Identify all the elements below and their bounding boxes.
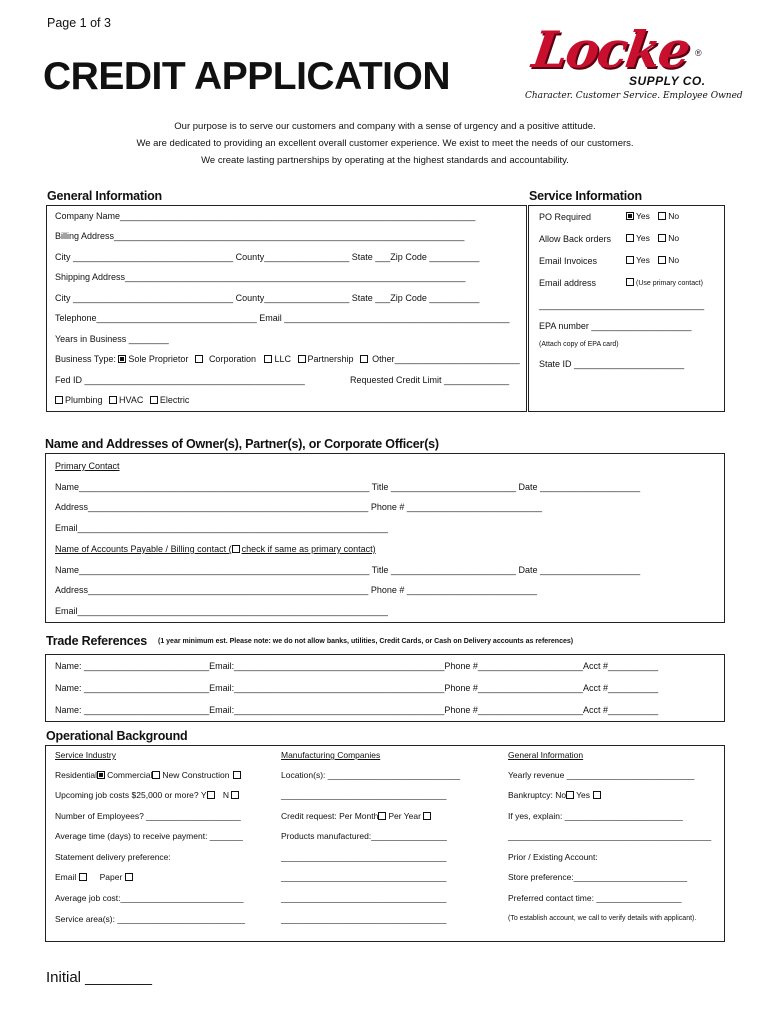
use-primary-checkbox[interactable] [626,278,634,286]
residential-row [55,770,243,780]
ap-contact-label-text: Name of Accounts Payable / Billing contact ( [55,544,232,554]
upcoming-no-checkbox[interactable] [231,791,239,799]
email-address-label: Email address [539,278,597,288]
prior-account-label: Prior / Existing Account: [508,852,598,862]
fed-id-field[interactable]: Fed ID ____________________________________________ [55,375,305,385]
upcoming-row [55,790,241,800]
service-industry-heading: Service Industry [55,750,116,760]
ap-name-field[interactable]: Name__________________________________________________________ Title _________________________ Date ____________________ [55,565,641,575]
backorders-yes-checkbox[interactable] [626,234,634,242]
trade-row [55,395,189,405]
commercial-label: Commercial [107,770,153,780]
employees-field[interactable]: Number of Employees? ____________________ [55,811,241,821]
per-month-checkbox[interactable] [378,812,386,820]
upcoming-label: Upcoming job costs $25,000 or more? Y [55,790,207,800]
po-yes-label: Yes [636,211,650,221]
partnership-label: Partnership [307,354,354,364]
residential-label: Residential [55,770,98,780]
statement-paper-checkbox[interactable] [125,873,133,881]
logo-tagline: Character. Customer Service. Employee Owned [525,91,743,101]
commercial-checkbox[interactable] [152,771,160,779]
statement-email-checkbox[interactable] [79,873,87,881]
epa-note: (Attach copy of EPA card) [539,341,619,348]
page-label: Page 1 of 3 [47,16,111,30]
primary-address-field[interactable]: Address________________________________________________________ Phone # ___________________________ [55,502,542,512]
explain-field-2[interactable]: ___________________________________________ [508,831,712,841]
po-no-checkbox[interactable] [658,212,666,220]
epa-number-field[interactable]: EPA number ____________________ [539,321,692,331]
electric-label: Electric [159,395,190,405]
intro-line-3: We create lasting partnerships by operating at the highest standards and accountability. [201,155,569,166]
corporation-checkbox[interactable] [195,355,203,363]
bankruptcy-yes-label: Yes [576,790,590,800]
per-year-checkbox[interactable] [423,812,431,820]
sole-proprietor-label: Sole Proprietor [128,354,189,364]
products-field-2[interactable]: ___________________________________ [281,852,447,862]
electric-checkbox[interactable] [150,396,158,404]
company-name-field[interactable]: Company Name_______________________________________________________________________ [55,211,476,221]
new-construction-label: New Construction [162,770,230,780]
use-primary-option [626,278,703,287]
products-field-4[interactable]: ___________________________________ [281,893,447,903]
avg-job-cost-field[interactable]: Average job cost:__________________________ [55,893,244,903]
initial-field[interactable]: Initial ________ [46,969,152,986]
backorders-no-checkbox[interactable] [658,234,666,242]
bankruptcy-no-label: Bankruptcy: No [508,790,567,800]
partnership-checkbox[interactable] [298,355,306,363]
credit-limit-field[interactable]: Requested Credit Limit _____________ [350,375,510,385]
general-info-heading: General Information [508,750,584,760]
service-area-field[interactable]: Service area(s): ___________________________ [55,914,245,924]
page-title: CREDIT APPLICATION [43,55,450,98]
per-month-label: Credit request: Per Month [281,811,379,821]
service-heading: Service Information [529,189,642,203]
contact-time-field[interactable]: Preferred contact time: __________________ [508,893,682,903]
location-field[interactable]: Location(s): ____________________________ [281,770,461,780]
statement-email-label: Email [55,872,77,882]
state-id-field[interactable]: State ID ______________________ [539,359,685,369]
locke-logo [525,20,743,106]
invoices-no-checkbox[interactable] [658,256,666,264]
logo-subtext: SUPPLY CO. [629,74,706,88]
other-field[interactable]: Other_________________________ [372,354,520,364]
po-required-label: PO Required [539,212,592,222]
intro-line-2: We are dedicated to providing an excellent overall customer experience. We exist to meet the needs of our customers. [136,138,634,149]
sole-proprietor-checkbox[interactable] [118,355,126,363]
per-year-label: Per Year [388,811,421,821]
general-heading: General Information [47,189,162,203]
service-email-field[interactable]: _________________________________ [539,300,705,310]
logo-registered: ® [695,48,702,58]
bankruptcy-row [508,790,603,800]
bankruptcy-no-checkbox[interactable] [566,791,574,799]
owners-box [45,453,725,623]
statement-paper-label: Paper [99,872,123,882]
new-construction-checkbox[interactable] [233,771,241,779]
city-state-field-1[interactable]: City ________________________________ County_________________ State ___Zip Code __________ [55,252,480,262]
location-field-2[interactable]: ___________________________________ [281,790,447,800]
ap-contact-label [55,544,376,554]
store-preference-field[interactable]: Store preference:________________________ [508,872,688,882]
statement-preference-label: Statement delivery preference: [55,852,171,862]
avg-time-field[interactable]: Average time (days) to receive payment: _______ [55,831,243,841]
plumbing-checkbox[interactable] [55,396,63,404]
if-yes-explain-field[interactable]: If yes, explain: _________________________ [508,811,683,821]
manufacturing-heading: Manufacturing Companies [281,750,381,760]
shipping-address-field[interactable]: Shipping Address____________________________________________________________________ [55,272,466,282]
operational-heading: Operational Background [46,729,188,743]
years-in-business-field[interactable]: Years in Business ________ [55,334,169,344]
same-as-primary-checkbox[interactable] [232,545,240,553]
po-required-options [626,211,679,221]
use-primary-label: (Use primary contact) [636,280,703,287]
verify-note: (To establish account, we call to verify details with applicant). [508,915,697,922]
backorders-no-label: No [668,233,680,243]
products-field-5[interactable]: ___________________________________ [281,914,447,924]
city-state-field-2[interactable]: City ________________________________ County_________________ State ___Zip Code __________ [55,293,480,303]
other-checkbox[interactable] [360,355,368,363]
products-field-3[interactable]: ___________________________________ [281,872,447,882]
hvac-checkbox[interactable] [109,396,117,404]
po-yes-checkbox[interactable] [626,212,634,220]
back-orders-options [626,233,679,243]
products-field[interactable]: Products manufactured:________________ [281,831,447,841]
owners-heading: Name and Addresses of Owner(s), Partner(s), or Corporate Officer(s) [45,437,439,451]
llc-checkbox[interactable] [264,355,272,363]
primary-name-field[interactable]: Name__________________________________________________________ Title _________________________ Date ____________________ [55,482,641,492]
back-orders-label: Allow Back orders [539,234,612,244]
trade-reference-3[interactable]: Name: _________________________Email:__________________________________________Phone #_____________________Acct #__________ [55,705,659,715]
statement-options [55,872,135,882]
trade-reference-1[interactable]: Name: _________________________Email:__________________________________________Phone #_____________________Acct #__________ [55,661,659,671]
invoices-yes-checkbox[interactable] [626,256,634,264]
logo-wordmark: Locke [528,20,693,79]
upcoming-no-label: N [222,790,230,800]
trade-heading: Trade References [46,634,148,648]
yearly-revenue-field[interactable]: Yearly revenue ___________________________ [508,770,695,780]
llc-label: LLC [274,354,291,364]
email-invoices-options [626,255,679,265]
plumbing-label: Plumbing [65,395,103,405]
residential-checkbox[interactable] [97,771,105,779]
trade-note: (1 year minimum est. Please note: we do not allow banks, utilities, Credit Cards, or Cash on Delivery accounts as references) [158,638,574,645]
bankruptcy-yes-checkbox[interactable] [593,791,601,799]
primary-email-field[interactable]: Email______________________________________________________________ [55,523,388,533]
ap-address-field[interactable]: Address________________________________________________________ Phone # __________________________ [55,585,537,595]
invoices-yes-label: Yes [636,255,650,265]
credit-request-row [281,811,433,821]
po-no-label: No [668,211,680,221]
ap-email-field[interactable]: Email______________________________________________________________ [55,606,388,616]
email-invoices-label: Email Invoices [539,256,598,266]
trade-reference-2[interactable]: Name: _________________________Email:__________________________________________Phone #_____________________Acct #__________ [55,683,659,693]
corporation-label: Corporation [208,354,256,364]
upcoming-yes-checkbox[interactable] [207,791,215,799]
business-type-row [55,354,520,364]
ap-contact-label-tail: check if same as primary contact) [241,544,376,554]
billing-address-field[interactable]: Billing Address______________________________________________________________________ [55,231,465,241]
telephone-email-field[interactable]: Telephone________________________________ Email _____________________________________________ [55,313,510,323]
primary-contact-label: Primary Contact [55,461,120,471]
intro-line-1: Our purpose is to serve our customers and company with a sense of urgency and a positive attitude. [174,121,596,132]
backorders-yes-label: Yes [636,233,650,243]
hvac-label: HVAC [119,395,144,405]
business-type-label: Business Type: [55,354,116,364]
invoices-no-label: No [668,255,680,265]
